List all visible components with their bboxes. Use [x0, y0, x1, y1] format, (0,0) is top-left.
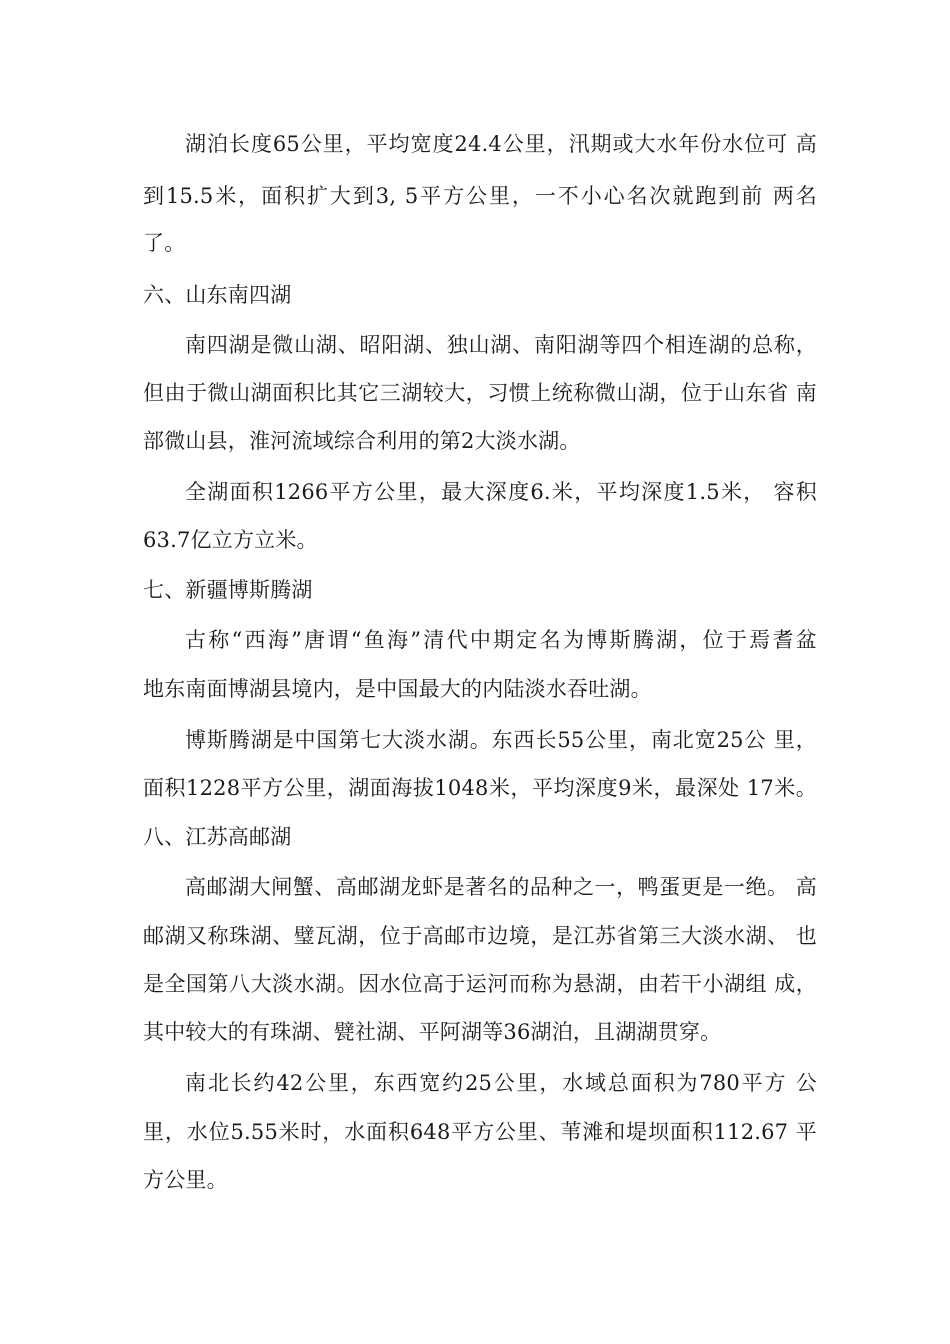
section-heading: 八、江苏高邮湖 [143, 825, 292, 849]
paragraph-line: 到15.5米，面积扩大到3, 5平方公里，一不小心名次就跑到前 两名 [143, 184, 817, 208]
paragraph-line: 博斯腾湖是中国第七大淡水湖。东西长55公里，南北宽25公 里， [185, 728, 817, 752]
paragraph-line: 但由于微山湖面积比其它三湖较大，习惯上统称微山湖，位于山东省 南 [143, 381, 817, 405]
paragraph-line: 南北长约42公里，东西宽约25公里，水域总面积为780平方 公 [185, 1071, 817, 1095]
paragraph-line: 其中较大的有珠湖、甓社湖、平阿湖等36湖泊，且湖湖贯穿。 [143, 1020, 722, 1044]
paragraph-line: 了。 [143, 231, 186, 255]
paragraph-line: 方公里。 [143, 1168, 228, 1192]
paragraph-line: 高邮湖大闸蟹、高邮湖龙虾是著名的品种之一，鸭蛋更是一绝。 高 [185, 875, 817, 899]
paragraph-line: 南四湖是微山湖、昭阳湖、独山湖、南阳湖等四个相连湖的总称， [185, 333, 817, 357]
paragraph-line: 是全国第八大淡水湖。因水位高于运河而称为悬湖，由若干小湖组 成， [143, 972, 817, 996]
paragraph-line: 地东南面博湖县境内，是中国最大的内陆淡水吞吐湖。 [143, 677, 652, 701]
paragraph-line: 面积1228平方公里，湖面海拔1048米，平均深度9米，最深处 17米。 [143, 776, 817, 800]
paragraph-line: 古称“西海”唐谓“鱼海”清代中期定名为博斯腾湖，位于焉耆盆 [185, 628, 817, 652]
section-heading: 七、新疆博斯腾湖 [143, 578, 313, 602]
paragraph-line: 里，水位5.55米时，水面积648平方公里、苇滩和堤坝面积112.67 平 [143, 1120, 817, 1144]
section-heading: 六、山东南四湖 [143, 283, 292, 307]
paragraph-line: 邮湖又称珠湖、璧瓦湖，位于高邮市边境，是江苏省第三大淡水湖、 也 [143, 924, 817, 948]
paragraph-line: 湖泊长度65公里，平均宽度24.4公里，汛期或大水年份水位可 高 [185, 132, 817, 156]
paragraph-line: 部微山县，淮河流域综合利用的第2大淡水湖。 [143, 429, 581, 453]
paragraph-line: 63.7亿立方立米。 [143, 528, 318, 552]
paragraph-line: 全湖面积1266平方公里，最大深度6.米，平均深度1.5米， 容积 [185, 480, 817, 504]
